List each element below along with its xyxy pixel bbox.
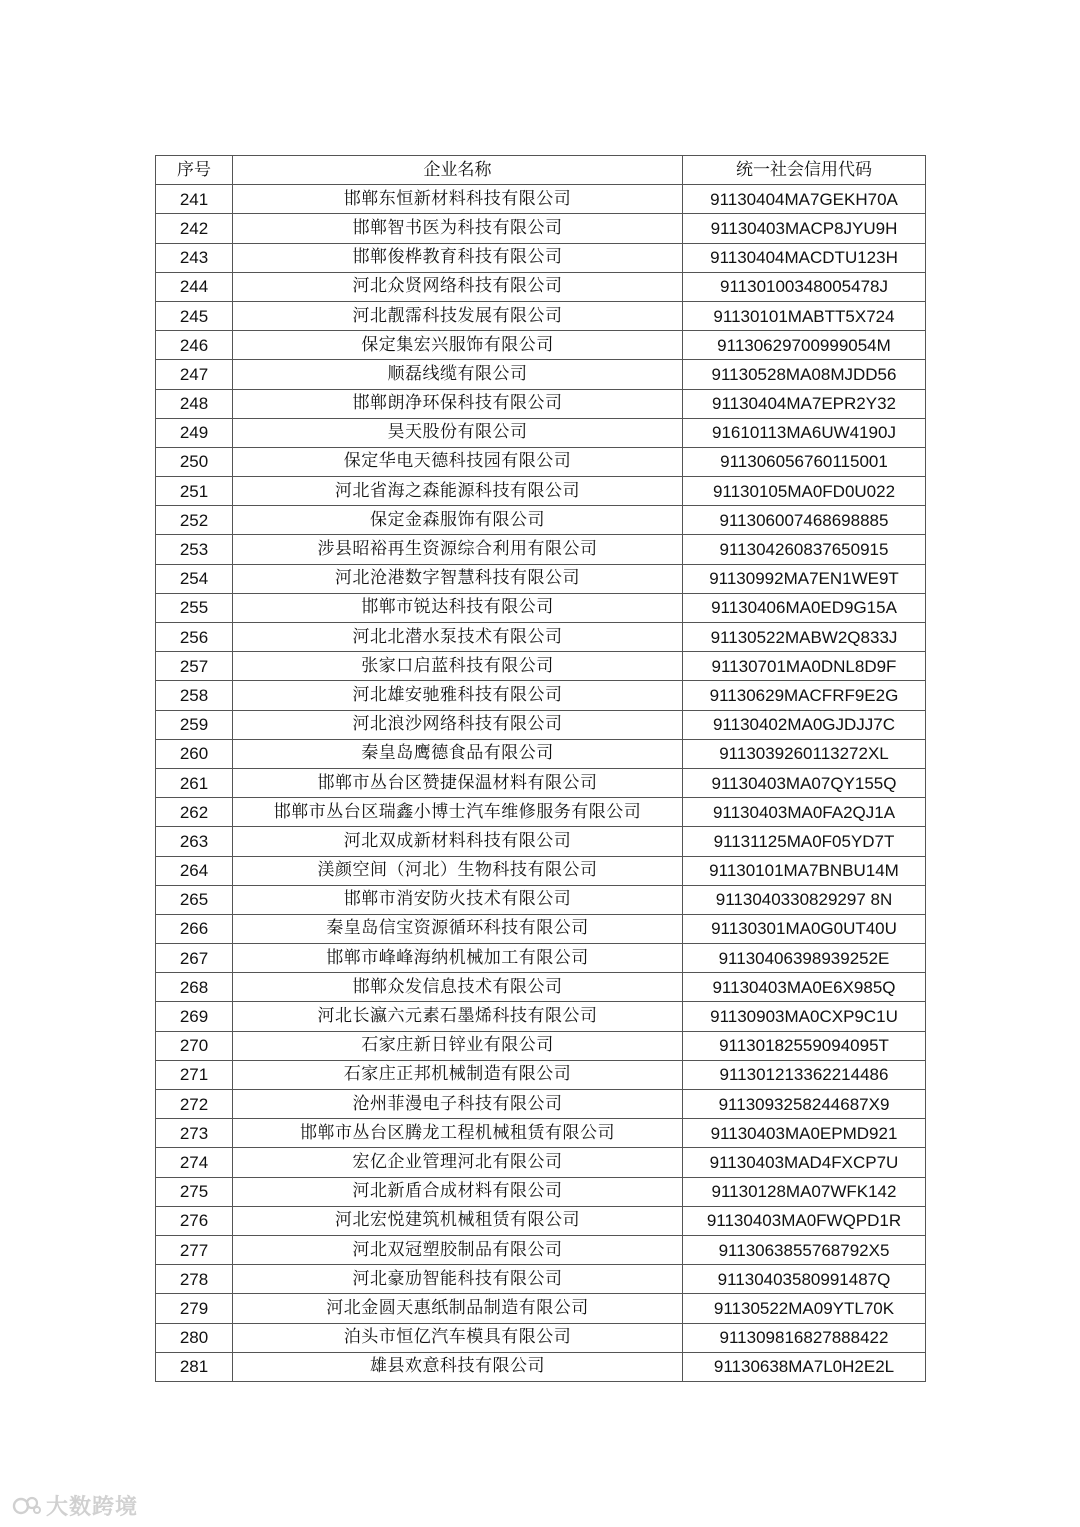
table-row	[156, 798, 926, 827]
table-row	[156, 652, 926, 681]
credit-code: 91130406398939252E	[683, 944, 926, 973]
credit-code: 91130128MA07WFK142	[683, 1177, 926, 1206]
row-number: 262	[156, 798, 233, 827]
table-row	[156, 331, 926, 360]
company-name: 邯郸市丛台区瑞鑫小博士汽车维修服务有限公司	[233, 798, 683, 827]
company-name: 邯郸市峰峰海纳机械加工有限公司	[233, 944, 683, 973]
credit-code: 91130403MA0FA2QJ1A	[683, 798, 926, 827]
credit-code: 91130404MA7GEKH70A	[683, 185, 926, 214]
company-name: 河北金圆天惠纸制品制造有限公司	[233, 1294, 683, 1323]
company-name: 河北新盾合成材料有限公司	[233, 1177, 683, 1206]
credit-code: 91130403MACP8JYU9H	[683, 214, 926, 243]
row-number: 245	[156, 301, 233, 330]
row-number: 253	[156, 535, 233, 564]
row-number: 260	[156, 739, 233, 768]
credit-code: 911306007468698885	[683, 506, 926, 535]
table-row	[156, 710, 926, 739]
credit-code: 911301213362214486	[683, 1060, 926, 1089]
credit-code: 91130403MA0FWQPD1R	[683, 1206, 926, 1235]
table-row	[156, 1206, 926, 1235]
company-name: 河北豪劢智能科技有限公司	[233, 1265, 683, 1294]
credit-code: 91130701MA0DNL8D9F	[683, 652, 926, 681]
row-number: 268	[156, 973, 233, 1002]
credit-code: 91130629700999054M	[683, 331, 926, 360]
table-row	[156, 1060, 926, 1089]
table-row	[156, 856, 926, 885]
company-name: 保定华电天德科技园有限公司	[233, 447, 683, 476]
company-name: 邯郸智书医为科技有限公司	[233, 214, 683, 243]
credit-code: 91130638MA7L0H2E2L	[683, 1352, 926, 1381]
row-number: 244	[156, 272, 233, 301]
credit-code: 91130403MAD4FXCP7U	[683, 1148, 926, 1177]
table-row	[156, 360, 926, 389]
company-name: 秦皇岛信宝资源循环科技有限公司	[233, 914, 683, 943]
credit-code: 91610113MA6UW4190J	[683, 418, 926, 447]
company-name: 沧州菲漫电子科技有限公司	[233, 1090, 683, 1119]
company-name: 邯郸俊桦教育科技有限公司	[233, 243, 683, 272]
watermark-text: 大数跨境	[46, 1495, 139, 1520]
row-number: 274	[156, 1148, 233, 1177]
table-row	[156, 214, 926, 243]
credit-code: 911309816827888422	[683, 1323, 926, 1352]
company-name: 河北省海之森能源科技有限公司	[233, 477, 683, 506]
table-row	[156, 739, 926, 768]
table-row	[156, 593, 926, 622]
company-name: 秦皇岛鹰德食品有限公司	[233, 739, 683, 768]
row-number: 251	[156, 477, 233, 506]
row-number: 271	[156, 1060, 233, 1089]
company-name: 保定集宏兴服饰有限公司	[233, 331, 683, 360]
row-number: 259	[156, 710, 233, 739]
column-header-code: 统一社会信用代码	[683, 156, 926, 185]
brand-logo-icon	[12, 1495, 42, 1517]
enterprise-registry-sheet	[155, 155, 925, 1382]
company-name: 顺磊线缆有限公司	[233, 360, 683, 389]
row-number: 248	[156, 389, 233, 418]
credit-code: 91130528MA08MJDD56	[683, 360, 926, 389]
credit-code: 91130402MA0GJDJJ7C	[683, 710, 926, 739]
credit-code: 91130992MA7EN1WE9T	[683, 564, 926, 593]
credit-code: 91130403580991487Q	[683, 1265, 926, 1294]
row-number: 256	[156, 623, 233, 652]
table-row	[156, 681, 926, 710]
row-number: 242	[156, 214, 233, 243]
row-number: 275	[156, 1177, 233, 1206]
credit-code: 91130301MA0G0UT40U	[683, 914, 926, 943]
credit-code: 91131125MA0F05YD7T	[683, 827, 926, 856]
table-row	[156, 564, 926, 593]
credit-code: 91130406MA0ED9G15A	[683, 593, 926, 622]
row-number: 280	[156, 1323, 233, 1352]
company-name: 昊天股份有限公司	[233, 418, 683, 447]
table-row	[156, 1323, 926, 1352]
row-number: 276	[156, 1206, 233, 1235]
table-row	[156, 535, 926, 564]
row-number: 252	[156, 506, 233, 535]
company-name: 河北雄安驰雅科技有限公司	[233, 681, 683, 710]
credit-code: 91130903MA0CXP9C1U	[683, 1002, 926, 1031]
table-row	[156, 914, 926, 943]
row-number: 254	[156, 564, 233, 593]
company-name: 河北北潜水泵技术有限公司	[233, 623, 683, 652]
table-row	[156, 623, 926, 652]
table-row	[156, 185, 926, 214]
company-name: 涉县昭裕再生资源综合利用有限公司	[233, 535, 683, 564]
table-row	[156, 1352, 926, 1381]
company-name: 邯郸朗净环保科技有限公司	[233, 389, 683, 418]
credit-code: 91130522MA09YTL70K	[683, 1294, 926, 1323]
row-number: 264	[156, 856, 233, 885]
table-row	[156, 272, 926, 301]
watermark	[12, 1490, 138, 1521]
table-row	[156, 1294, 926, 1323]
row-number: 261	[156, 768, 233, 797]
row-number: 266	[156, 914, 233, 943]
table-row	[156, 418, 926, 447]
table-row	[156, 885, 926, 914]
row-number: 270	[156, 1031, 233, 1060]
column-header-name: 企业名称	[233, 156, 683, 185]
table-row	[156, 506, 926, 535]
company-name: 邯郸众发信息技术有限公司	[233, 973, 683, 1002]
table-row	[156, 1177, 926, 1206]
credit-code: 91130404MA7EPR2Y32	[683, 389, 926, 418]
credit-code: 91130100348005478J	[683, 272, 926, 301]
table-row	[156, 973, 926, 1002]
company-name: 河北众贤网络科技有限公司	[233, 272, 683, 301]
company-name: 邯郸市锐达科技有限公司	[233, 593, 683, 622]
company-name: 保定金森服饰有限公司	[233, 506, 683, 535]
table-row	[156, 1148, 926, 1177]
row-number: 250	[156, 447, 233, 476]
table-row	[156, 389, 926, 418]
company-name: 邯郸市丛台区腾龙工程机械租赁有限公司	[233, 1119, 683, 1148]
row-number: 267	[156, 944, 233, 973]
credit-code: 91130105MA0FD0U022	[683, 477, 926, 506]
table-header-row	[156, 156, 926, 185]
row-number: 247	[156, 360, 233, 389]
credit-code: 91130403MA0EPMD921	[683, 1119, 926, 1148]
credit-code: 91130629MACFRF9E2G	[683, 681, 926, 710]
row-number: 273	[156, 1119, 233, 1148]
table-body	[156, 185, 926, 1382]
company-name: 河北靓霈科技发展有限公司	[233, 301, 683, 330]
company-name: 河北浪沙网络科技有限公司	[233, 710, 683, 739]
company-name: 泊头市恒亿汽车模具有限公司	[233, 1323, 683, 1352]
row-number: 263	[156, 827, 233, 856]
company-name: 渼颜空间（河北）生物科技有限公司	[233, 856, 683, 885]
company-name: 雄县欢意科技有限公司	[233, 1352, 683, 1381]
table-row	[156, 1265, 926, 1294]
company-name: 石家庄新日锌业有限公司	[233, 1031, 683, 1060]
table-row	[156, 827, 926, 856]
table-row	[156, 1119, 926, 1148]
company-name: 河北宏悦建筑机械租赁有限公司	[233, 1206, 683, 1235]
company-name: 宏亿企业管理河北有限公司	[233, 1148, 683, 1177]
credit-code: 91130101MA7BNBU14M	[683, 856, 926, 885]
table-row	[156, 1031, 926, 1060]
row-number: 257	[156, 652, 233, 681]
table-row	[156, 1090, 926, 1119]
company-name: 张家口启蓝科技有限公司	[233, 652, 683, 681]
credit-code: 91130101MABTT5X724	[683, 301, 926, 330]
company-name: 石家庄正邦机械制造有限公司	[233, 1060, 683, 1089]
enterprise-table	[155, 155, 926, 1382]
row-number: 265	[156, 885, 233, 914]
row-number: 277	[156, 1235, 233, 1264]
row-number: 258	[156, 681, 233, 710]
credit-code: 91130522MABW2Q833J	[683, 623, 926, 652]
table-row	[156, 944, 926, 973]
row-number: 272	[156, 1090, 233, 1119]
row-number: 241	[156, 185, 233, 214]
credit-code: 911306056760115001	[683, 447, 926, 476]
credit-code: 9113093258244687X9	[683, 1090, 926, 1119]
company-name: 河北沧港数字智慧科技有限公司	[233, 564, 683, 593]
credit-code: 91130403MA07QY155Q	[683, 768, 926, 797]
company-name: 河北双成新材料科技有限公司	[233, 827, 683, 856]
table-row	[156, 1002, 926, 1031]
table-row	[156, 243, 926, 272]
table-row	[156, 447, 926, 476]
credit-code: 9113063855768792X5	[683, 1235, 926, 1264]
company-name: 河北双冠塑胶制品有限公司	[233, 1235, 683, 1264]
credit-code: 91130182559094095T	[683, 1031, 926, 1060]
company-name: 河北长瀛六元素石墨烯科技有限公司	[233, 1002, 683, 1031]
row-number: 255	[156, 593, 233, 622]
credit-code: 91130404MACDTU123H	[683, 243, 926, 272]
company-name: 邯郸市丛台区赞捷保温材料有限公司	[233, 768, 683, 797]
row-number: 243	[156, 243, 233, 272]
company-name: 邯郸东恒新材料科技有限公司	[233, 185, 683, 214]
table-row	[156, 1235, 926, 1264]
credit-code: 9113039260113272XL	[683, 739, 926, 768]
table-row	[156, 477, 926, 506]
row-number: 278	[156, 1265, 233, 1294]
credit-code: 911304260837650915	[683, 535, 926, 564]
row-number: 281	[156, 1352, 233, 1381]
company-name: 邯郸市消安防火技术有限公司	[233, 885, 683, 914]
column-header-no: 序号	[156, 156, 233, 185]
table-row	[156, 301, 926, 330]
credit-code: 91130403MA0E6X985Q	[683, 973, 926, 1002]
row-number: 246	[156, 331, 233, 360]
row-number: 269	[156, 1002, 233, 1031]
credit-code: 9113040330829297 8N	[683, 885, 926, 914]
table-row	[156, 768, 926, 797]
row-number: 279	[156, 1294, 233, 1323]
row-number: 249	[156, 418, 233, 447]
